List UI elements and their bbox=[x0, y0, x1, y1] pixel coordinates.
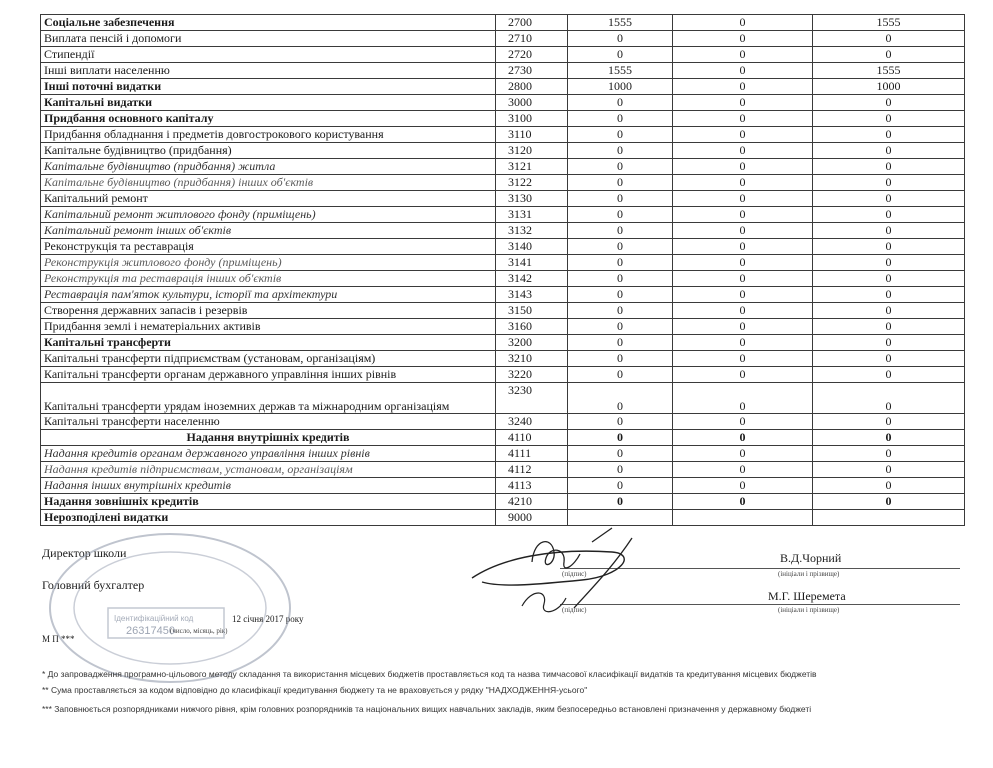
row-value-plan-cell: 0 bbox=[568, 111, 673, 127]
table-row bbox=[41, 287, 965, 303]
row-name-cell: Надання кредитів підприємствам, установам, організаціям bbox=[41, 462, 496, 478]
row-name-cell: Придбання основного капіталу bbox=[41, 111, 496, 127]
table-row bbox=[41, 95, 965, 111]
row-name-cell: Надання зовнішніх кредитів bbox=[41, 494, 496, 510]
row-value-plan-cell: 0 bbox=[568, 478, 673, 494]
row-code-cell: 9000 bbox=[496, 510, 568, 526]
table-row bbox=[41, 319, 965, 335]
row-code-cell: 3230 bbox=[496, 383, 568, 414]
row-value-plan-cell: 0 bbox=[568, 319, 673, 335]
row-name-cell: Капітальні видатки bbox=[41, 95, 496, 111]
row-name-cell: Придбання землі і нематеріальних активів bbox=[41, 319, 496, 335]
row-value-total-cell: 0 bbox=[813, 175, 965, 191]
row-value-total-cell: 0 bbox=[813, 271, 965, 287]
row-value-special-cell: 0 bbox=[673, 159, 813, 175]
row-value-special-cell: 0 bbox=[673, 383, 813, 414]
row-code-cell: 3122 bbox=[496, 175, 568, 191]
row-code-cell: 3120 bbox=[496, 143, 568, 159]
row-value-special-cell: 0 bbox=[673, 494, 813, 510]
row-value-total-cell: 0 bbox=[813, 446, 965, 462]
row-value-special-cell: 0 bbox=[673, 175, 813, 191]
row-value-plan-cell: 0 bbox=[568, 207, 673, 223]
row-value-plan-cell: 0 bbox=[568, 494, 673, 510]
handwritten-signature bbox=[462, 518, 682, 633]
row-value-plan-cell: 0 bbox=[568, 191, 673, 207]
table-row bbox=[41, 271, 965, 287]
row-name-cell: Капітальне будівництво (придбання) житла bbox=[41, 159, 496, 175]
row-code-cell: 4112 bbox=[496, 462, 568, 478]
director-name: В.Д.Чорний bbox=[780, 551, 842, 565]
row-value-plan-cell: 1555 bbox=[568, 63, 673, 79]
row-value-special-cell: 0 bbox=[673, 319, 813, 335]
row-value-plan-cell: 0 bbox=[568, 430, 673, 446]
table-row bbox=[41, 430, 965, 446]
row-name-cell: Реконструкція та реставрація bbox=[41, 239, 496, 255]
row-value-total-cell: 1000 bbox=[813, 79, 965, 95]
svg-text:Ідентифікаційний код: Ідентифікаційний код bbox=[114, 614, 194, 623]
row-value-special-cell: 0 bbox=[673, 414, 813, 430]
row-name-cell: Інші поточні видатки bbox=[41, 79, 496, 95]
row-value-plan-cell: 0 bbox=[568, 335, 673, 351]
row-value-special-cell: 0 bbox=[673, 191, 813, 207]
row-value-special-cell: 0 bbox=[673, 478, 813, 494]
row-name-cell: Капітальне будівництво (придбання) bbox=[41, 143, 496, 159]
row-value-total-cell: 1555 bbox=[813, 63, 965, 79]
accountant-signature-caption: (підпис) bbox=[562, 606, 587, 614]
table-row bbox=[41, 175, 965, 191]
accountant-initials-caption: (ініціали і прізвище) bbox=[778, 606, 840, 614]
row-value-total-cell: 0 bbox=[813, 351, 965, 367]
table-row bbox=[41, 383, 965, 414]
row-name-cell: Соціальне забезпечення bbox=[41, 15, 496, 31]
table-row bbox=[41, 494, 965, 510]
row-value-total-cell: 0 bbox=[813, 95, 965, 111]
row-code-cell: 3220 bbox=[496, 367, 568, 383]
row-value-plan-cell: 0 bbox=[568, 127, 673, 143]
table-row bbox=[41, 462, 965, 478]
row-name-cell: Капітальний ремонт житлового фонду (приміщень) bbox=[41, 207, 496, 223]
row-value-total-cell: 0 bbox=[813, 111, 965, 127]
table-row bbox=[41, 191, 965, 207]
date-caption: (число, місяць, рік) bbox=[170, 627, 228, 635]
row-value-special-cell: 0 bbox=[673, 255, 813, 271]
row-value-special-cell: 0 bbox=[673, 143, 813, 159]
row-value-total-cell: 0 bbox=[813, 207, 965, 223]
row-value-special-cell: 0 bbox=[673, 303, 813, 319]
row-value-plan-cell: 0 bbox=[568, 159, 673, 175]
table-row bbox=[41, 255, 965, 271]
row-name-cell: Придбання обладнання і предметів довгострокового користування bbox=[41, 127, 496, 143]
row-value-total-cell: 0 bbox=[813, 287, 965, 303]
row-name-cell: Капітальні трансферти органам державного управління інших рівнів bbox=[41, 367, 496, 383]
table-row bbox=[41, 367, 965, 383]
row-value-plan-cell: 0 bbox=[568, 351, 673, 367]
table-row bbox=[41, 351, 965, 367]
table-row bbox=[41, 31, 965, 47]
row-code-cell: 2800 bbox=[496, 79, 568, 95]
row-code-cell: 3100 bbox=[496, 111, 568, 127]
row-value-plan-cell: 0 bbox=[568, 223, 673, 239]
row-value-total-cell: 0 bbox=[813, 335, 965, 351]
row-value-total-cell: 0 bbox=[813, 462, 965, 478]
row-code-cell: 4111 bbox=[496, 446, 568, 462]
row-value-total-cell: 0 bbox=[813, 303, 965, 319]
row-name-cell: Виплата пенсій і допомоги bbox=[41, 31, 496, 47]
row-name-cell: Надання кредитів органам державного управління інших рівнів bbox=[41, 446, 496, 462]
row-value-plan-cell: 0 bbox=[568, 47, 673, 63]
accountant-label: Головний бухгалтер bbox=[42, 578, 145, 592]
row-value-special-cell: 0 bbox=[673, 287, 813, 303]
director-signature-caption: (підпис) bbox=[562, 570, 587, 578]
row-code-cell: 2720 bbox=[496, 47, 568, 63]
row-value-total-cell: 0 bbox=[813, 367, 965, 383]
table-row bbox=[41, 303, 965, 319]
table-row bbox=[41, 159, 965, 175]
row-value-total-cell: 0 bbox=[813, 319, 965, 335]
row-name-cell: Капітальне будівництво (придбання) інших об'єктів bbox=[41, 175, 496, 191]
row-code-cell: 4110 bbox=[496, 430, 568, 446]
row-value-plan-cell: 0 bbox=[568, 287, 673, 303]
row-code-cell: 4113 bbox=[496, 478, 568, 494]
row-name-cell: Створення державних запасів і резервів bbox=[41, 303, 496, 319]
row-value-special-cell: 0 bbox=[673, 446, 813, 462]
row-name-cell: Інші виплати населенню bbox=[41, 63, 496, 79]
row-value-total-cell: 0 bbox=[813, 143, 965, 159]
row-value-total-cell: 0 bbox=[813, 223, 965, 239]
row-value-special-cell: 0 bbox=[673, 430, 813, 446]
row-name-cell: Реконструкція та реставрація інших об'єктів bbox=[41, 271, 496, 287]
table-row bbox=[41, 478, 965, 494]
footnote-1: * До запровадження програмно-цільового методу складання та використання місцевих бюджетів проставляється код та назва тимчасової класифікації видатків та кредитування місцевих бюджетів bbox=[42, 669, 817, 679]
row-value-total-cell: 0 bbox=[813, 383, 965, 414]
row-name-cell: Капітальні трансферти урядам іноземних держав та міжнародним організаціям bbox=[41, 383, 496, 414]
row-value-special-cell: 0 bbox=[673, 239, 813, 255]
row-value-special-cell: 0 bbox=[673, 15, 813, 31]
row-value-plan-cell: 0 bbox=[568, 95, 673, 111]
row-code-cell: 3210 bbox=[496, 351, 568, 367]
row-value-total-cell: 0 bbox=[813, 191, 965, 207]
row-value-special-cell: 0 bbox=[673, 111, 813, 127]
row-value-plan-cell: 0 bbox=[568, 255, 673, 271]
table-row bbox=[41, 446, 965, 462]
row-code-cell: 3150 bbox=[496, 303, 568, 319]
row-code-cell: 3143 bbox=[496, 287, 568, 303]
row-code-cell: 3000 bbox=[496, 95, 568, 111]
row-value-plan-cell: 0 bbox=[568, 175, 673, 191]
row-value-plan-cell: 1555 bbox=[568, 15, 673, 31]
row-name-cell: Реконструкція житлового фонду (приміщень) bbox=[41, 255, 496, 271]
row-value-plan-cell: 0 bbox=[568, 414, 673, 430]
row-code-cell: 3110 bbox=[496, 127, 568, 143]
row-name-cell: Нерозподілені видатки bbox=[41, 510, 496, 526]
director-initials-caption: (ініціали і прізвище) bbox=[778, 570, 840, 578]
row-value-special-cell: 0 bbox=[673, 335, 813, 351]
svg-text:26317450: 26317450 bbox=[126, 625, 175, 637]
footnote-3: *** Заповнюється розпорядниками нижчого рівня, крім головних розпорядників та національних вищих навчальних закладів, яким безпосередньо встановлені призначення у державному бюджеті bbox=[42, 704, 812, 714]
accountant-name: М.Г. Шеремета bbox=[768, 589, 846, 603]
row-code-cell: 3121 bbox=[496, 159, 568, 175]
row-code-cell: 3141 bbox=[496, 255, 568, 271]
row-value-total-cell: 0 bbox=[813, 127, 965, 143]
row-code-cell: 3140 bbox=[496, 239, 568, 255]
row-code-cell: 3130 bbox=[496, 191, 568, 207]
row-name-cell: Надання інших внутрішніх кредитів bbox=[41, 478, 496, 494]
row-value-special-cell: 0 bbox=[673, 95, 813, 111]
row-value-special-cell: 0 bbox=[673, 462, 813, 478]
row-value-plan-cell: 0 bbox=[568, 446, 673, 462]
row-value-plan-cell: 0 bbox=[568, 383, 673, 414]
row-value-total-cell: 0 bbox=[813, 255, 965, 271]
row-value-special-cell: 0 bbox=[673, 207, 813, 223]
table-row bbox=[41, 111, 965, 127]
row-code-cell: 4210 bbox=[496, 494, 568, 510]
table-row bbox=[41, 47, 965, 63]
row-value-total-cell: 0 bbox=[813, 31, 965, 47]
row-value-total-cell: 0 bbox=[813, 414, 965, 430]
director-label: Директор школи bbox=[42, 546, 127, 560]
row-value-plan-cell: 0 bbox=[568, 31, 673, 47]
row-value-special-cell: 0 bbox=[673, 63, 813, 79]
row-name-cell: Реставрація пам'яток культури, історії та архітектури bbox=[41, 287, 496, 303]
row-value-total-cell: 0 bbox=[813, 478, 965, 494]
row-value-total-cell: 0 bbox=[813, 159, 965, 175]
row-code-cell: 3132 bbox=[496, 223, 568, 239]
footnote-2: ** Сума проставляється за кодом відповідно до класифікації кредитування бюджету та не враховується у рядку "НАДХОДЖЕННЯ-усього" bbox=[42, 685, 588, 695]
row-name-cell: Капітальний ремонт інших об'єктів bbox=[41, 223, 496, 239]
table-row bbox=[41, 127, 965, 143]
row-name-cell: Надання внутрішніх кредитів bbox=[41, 430, 496, 446]
row-value-plan-cell: 0 bbox=[568, 367, 673, 383]
table-row bbox=[41, 143, 965, 159]
row-value-plan-cell: 1000 bbox=[568, 79, 673, 95]
table-row bbox=[41, 223, 965, 239]
table-row bbox=[41, 63, 965, 79]
row-value-total-cell: 0 bbox=[813, 239, 965, 255]
row-name-cell: Капітальний ремонт bbox=[41, 191, 496, 207]
table-row bbox=[41, 207, 965, 223]
row-value-plan-cell: 0 bbox=[568, 462, 673, 478]
budget-sheet bbox=[40, 14, 964, 526]
row-name-cell: Капітальні трансферти bbox=[41, 335, 496, 351]
date-text: 12 січня 2017 року bbox=[232, 614, 304, 624]
table-row bbox=[41, 15, 965, 31]
row-value-special-cell: 0 bbox=[673, 271, 813, 287]
table-row bbox=[41, 239, 965, 255]
row-code-cell: 3200 bbox=[496, 335, 568, 351]
table-row bbox=[41, 335, 965, 351]
row-value-special-cell: 0 bbox=[673, 127, 813, 143]
row-code-cell: 3142 bbox=[496, 271, 568, 287]
row-value-plan-cell: 0 bbox=[568, 271, 673, 287]
row-value-total-cell bbox=[813, 510, 965, 526]
row-value-total-cell: 0 bbox=[813, 494, 965, 510]
row-value-special-cell bbox=[673, 510, 813, 526]
row-value-plan-cell: 0 bbox=[568, 239, 673, 255]
row-code-cell: 2710 bbox=[496, 31, 568, 47]
row-code-cell: 2730 bbox=[496, 63, 568, 79]
budget-table bbox=[40, 14, 965, 526]
mp-label: М П *** bbox=[42, 634, 75, 644]
row-code-cell: 3160 bbox=[496, 319, 568, 335]
row-value-special-cell: 0 bbox=[673, 367, 813, 383]
row-name-cell: Стипендії bbox=[41, 47, 496, 63]
row-code-cell: 2700 bbox=[496, 15, 568, 31]
row-value-plan-cell: 0 bbox=[568, 143, 673, 159]
row-value-total-cell: 1555 bbox=[813, 15, 965, 31]
row-code-cell: 3240 bbox=[496, 414, 568, 430]
row-value-special-cell: 0 bbox=[673, 31, 813, 47]
table-row bbox=[41, 79, 965, 95]
row-name-cell: Капітальні трансферти населенню bbox=[41, 414, 496, 430]
row-value-special-cell: 0 bbox=[673, 223, 813, 239]
row-value-special-cell: 0 bbox=[673, 351, 813, 367]
row-name-cell: Капітальні трансферти підприємствам (установам, організаціям) bbox=[41, 351, 496, 367]
row-value-total-cell: 0 bbox=[813, 47, 965, 63]
row-code-cell: 3131 bbox=[496, 207, 568, 223]
table-row bbox=[41, 414, 965, 430]
row-value-special-cell: 0 bbox=[673, 47, 813, 63]
row-value-total-cell: 0 bbox=[813, 430, 965, 446]
row-value-special-cell: 0 bbox=[673, 79, 813, 95]
row-value-plan-cell: 0 bbox=[568, 303, 673, 319]
